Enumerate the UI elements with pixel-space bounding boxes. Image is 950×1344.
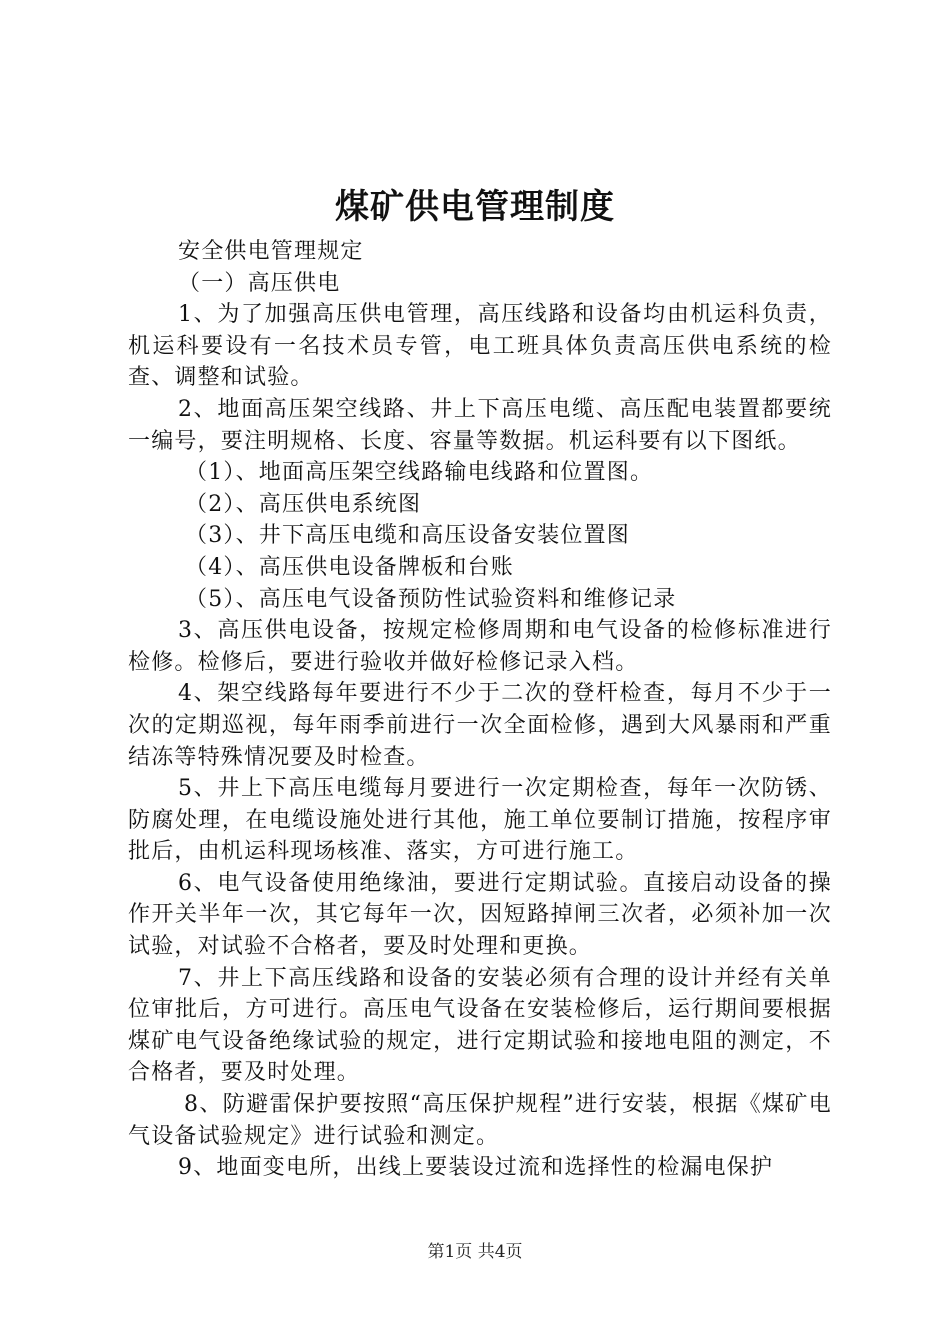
list-item-1: （1）、地面高压架空线路输电线路和位置图。 [185,460,654,486]
paragraph-7: 7、井上下高压线路和设备的安装必须有合理的设计并经有关单位审批后，方可进行。高压电气设备在安装检修后，运行期间要根据煤矿电气设备绝缘试验的规定，进行定期试验和接地电阻的测定，不合格者，要及时处理。 [128,965,832,1086]
paragraph-1: 1、为了加强高压供电管理，高压线路和设备均由机运科负责，机运科要设有一名技术员专管，电工班具体负责高压供电系统的检查、调整和试验。 [128,302,832,391]
paragraph-9: 9、地面变电所，出线上要装设过流和选择性的检漏电保护 [178,1155,774,1181]
paragraph-8: 8、防避雷保护要按照“高压保护规程”进行安装，根据《煤矿电气设备试验规定》进行试验和测定。 [128,1092,832,1149]
list-item-2: （2）、高压供电系统图 [185,491,422,517]
section-heading: 安全供电管理规定 [178,239,364,264]
paragraph-4: 4、架空线路每年要进行不少于二次的登杆检查，每月不少于一次的定期巡视，每年雨季前进行一次全面检修，遇到大风暴雨和严重结冻等特殊情况要及时检查。 [128,681,832,770]
list-item-4: （4）、高压供电设备牌板和台账 [185,554,514,580]
page-number-footer: 第1页 共4页 [427,1242,523,1262]
document-title: 煤矿供电管理制度 [335,187,615,227]
paragraph-6: 6、电气设备使用绝缘油，要进行定期试验。直接启动设备的操作开关半年一次，其它每年一次，因短路掉闸三次者，必须补加一次试验，对试验不合格者，要及时处理和更换。 [128,870,832,960]
paragraph-2: 2、地面高压架空线路、井上下高压电缆、高压配电装置都要统一编号，要注明规格、长度、容量等数据。机运科要有以下图纸。 [128,396,832,454]
paragraph-5: 5、井上下高压电缆每月要进行一次定期检查，每年一次防锈、防腐处理，在电缆设施处进行其他，施工单位要制订措施，按程序审批后，由机运科现场核准、落实，方可进行施工。 [128,776,832,865]
document-body [128,236,832,1184]
list-item-5: （5）、高压电气设备预防性试验资料和维修记录 [185,586,677,612]
paragraph-3: 3、高压供电设备，按规定检修周期和电气设备的检修标准进行检修。检修后，要进行验收并做好检修记录入档。 [128,618,832,675]
list-item-3: （3）、井下高压电缆和高压设备安装位置图 [185,523,630,549]
subsection-heading: （一）高压供电 [178,270,341,296]
